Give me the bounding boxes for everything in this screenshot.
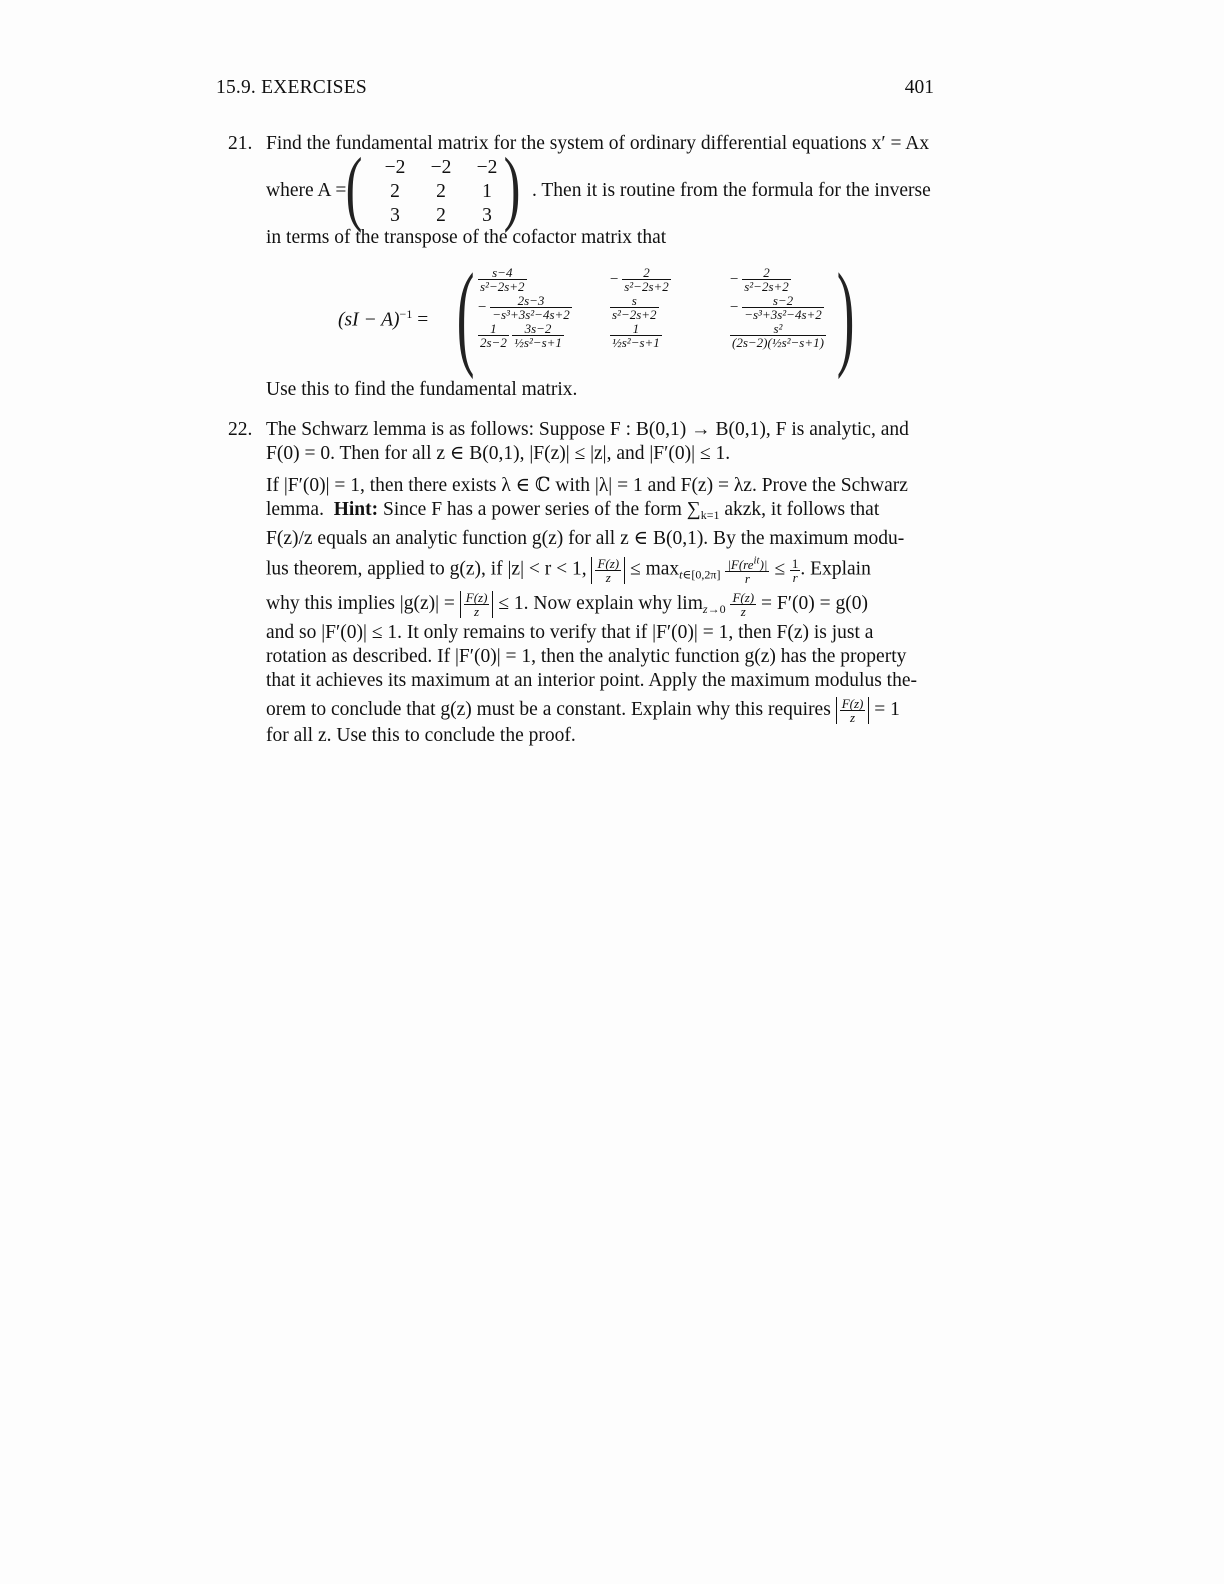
abs-fz-over-z: $\frac{F(z)}{z}$ [591,557,625,584]
frac-fz-over-z-3: $\frac{F(z)}{z}$ [732,589,755,619]
ex21-line1: Find the fundamental matrix for the system of ordinary differential equations x′ = Ax [266,133,930,154]
page-number: 401 [904,77,934,98]
hint-label: Hint: [333,499,379,520]
left-paren: ( [345,141,363,234]
ex22-equals: = F′(0) = g(0) [761,592,868,614]
matrix-a-entry: 1 [482,181,492,202]
where-label: where A = [266,180,347,201]
inverse-entry: − $\frac{2}{\text{s²−2s+2}}$ [610,265,669,294]
ex22-lim: ≤ 1. Now explain why lim [498,592,703,614]
ex22-explain: . Explain [800,558,871,580]
ex22-max: ≤ max [630,558,680,580]
matrix-a-entry: −2 [476,157,498,178]
ex22-p2c: F(z)/z equals an analytic function g(z) for all z ∈ B(0,1). By the maximum modu- [266,528,905,549]
matrix-a-entry: −2 [430,157,452,178]
abs-fz-over-z-2: $\frac{F(z)}{z}$ [460,591,494,618]
ex22-lemma: lemma. [266,499,324,520]
exercise-number: 21. [228,133,253,154]
matrix-a-entry: 2 [390,181,400,202]
inverse-right-paren: ) [836,249,855,380]
inverse-entry: − $\frac{2}{\text{s²−2s+2}}$ [730,265,789,294]
ex22-leq: ≤ [774,558,786,580]
ex22-p2i [266,697,934,724]
ex22-p2j: for all z. Use this to conclude the proof. [266,724,576,746]
inverse-entry: $\frac{\text{s²}}{\text{(2s−2)(½s²−s+1)}}$ [732,321,824,350]
ex22-series-term: akzk, it follows that [724,499,880,520]
inverse-entry: $\frac{s}{\text{s²−2s+2}}$ [612,293,657,322]
inverse-matrix-block [220,249,940,380]
ex22-p2e: why this implies |g(z)| = $\frac{F(z)}{z}$ ≤ 1. Now explain why $\lim_{z\to 0}$ $\frac{F(z)}{z}$ = F′(0) = g(0) [266,589,868,619]
inverse-lhs: (sI − A)$^{-1}$ = [338,307,429,331]
ex21-after-matrix: . Then it is routine from the formula for the inverse [532,180,931,201]
inverse-entry: $\frac{1}{2s-2}$ $\frac{3s-2}{\text{½s²−s+1}}$ [480,321,562,350]
ex21-line3: in terms of the transpose of the cofactor matrix that [266,227,667,248]
section-title: 15.9. EXERCISES [216,77,367,98]
ex22-lus-theorem: lus theorem, applied to g(z), if |z| < r < 1, [266,558,587,580]
matrix-a-entry: 2 [436,181,446,202]
matrix-a-entry: 2 [436,205,446,226]
inverse-entry: − $\frac{2s-3}{\text{−s³+3s²−4s+2}}$ [478,293,570,322]
ex22-why-implies: why this implies |g(z)| = [266,592,455,614]
matrix-a-entry: −2 [384,157,406,178]
exercise-21 [228,132,934,250]
ex22-p2a: If |F′(0)| = 1, then there exists λ ∈ ℂ with |λ| = 1 and F(z) = λz. Prove the Schwarz [266,475,908,496]
exercise-21-closing [228,378,934,402]
inverse-entry: − $\frac{s-2}{\text{−s³+3s²−4s+2}}$ [730,293,822,322]
frac-f-reit: $\frac{|F(re^{it})|}{r}$ [727,555,768,587]
ex22-p2h: that it achieves its maximum at an interior point. Apply the maximum modulus the- [266,669,917,691]
ex22-p2f: and so |F′(0)| ≤ 1. It only remains to verify that if |F′(0)| = 1, then F(z) is just a [266,621,874,643]
ex21-closing: Use this to find the fundamental matrix. [266,379,578,400]
matrix-a-entry: 3 [482,205,492,226]
inverse-entry: $\frac{s-4}{\text{s²−2s+2}}$ [480,265,525,294]
frac-one-over-r: $\frac{1}{r}$ [791,555,799,585]
page-header [216,76,934,102]
matrix-a-entry: 3 [390,205,400,226]
abs-fz-over-z-4: $\frac{F(z)}{z}$ [836,697,870,724]
ex22-p1a: The Schwarz lemma is as follows: Suppose F : B(0,1) → B(0,1), F is analytic, and [266,419,909,440]
ex22-series: Since F has a power series of the form ∑ [383,499,701,520]
inverse-left-paren: ( [456,249,475,380]
ex22-orem: orem to conclude that g(z) must be a constant. Explain why this requires [266,698,831,720]
right-paren: ) [503,141,521,234]
inverse-entry: $\frac{1}{\text{½s²−s+1}}$ [612,321,660,350]
exercise-22 [228,418,934,748]
ex22-p2g: rotation as described. If |F′(0)| = 1, then the analytic function g(z) has the property [266,645,907,667]
ex22-p1b: F(0) = 0. Then for all z ∈ B(0,1), |F(z)| ≤ |z|, and |F′(0)| ≤ 1. [266,443,731,464]
ex22-p2b: lemma. Hint: Since F has a power series of the form $\sum_{k=1}$ akzk, it follows that [266,499,880,522]
ex22-p2d: lus theorem, applied to g(z), if |z| < r < 1, $\frac{F(z)}{z}$ ≤ $\max_{t\in[0,2\pi]}$ $\frac{|F(re^{it})|}{r}$ ≤ $\frac{1}{r}$ . Explain [266,555,871,587]
exercise-number: 22. [228,419,253,440]
ex22-eq-one: = 1 [874,698,900,720]
matrix-a [372,156,522,228]
